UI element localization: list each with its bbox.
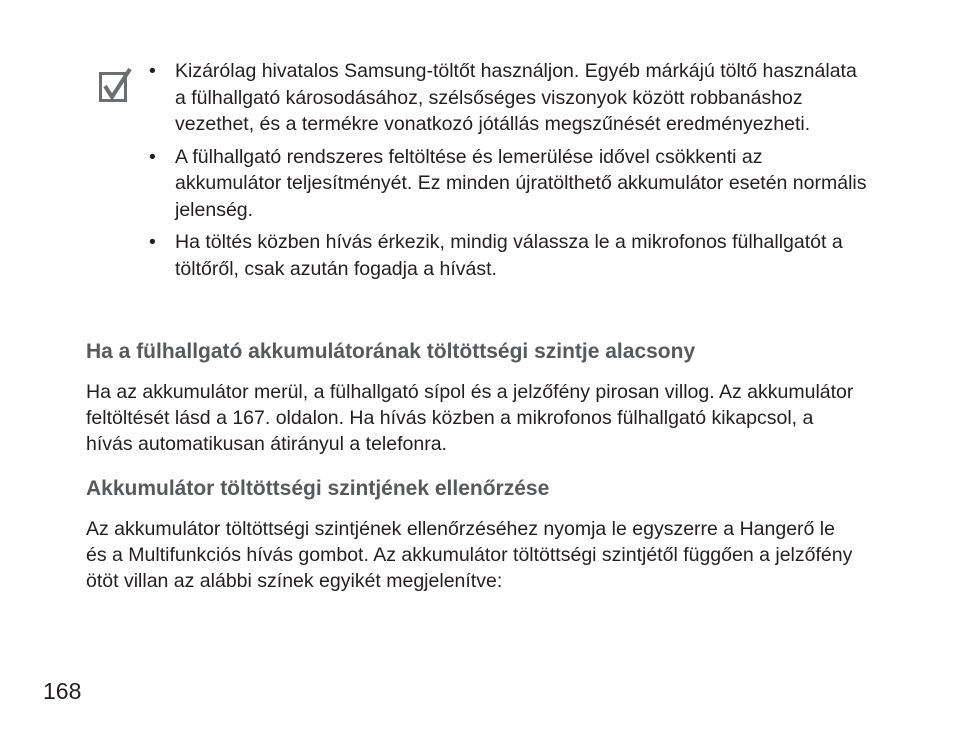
note-item-text: Kizárólag hivatalos Samsung-töltőt használjon. Egyéb márkájú töltő használata a fülhallgató károsodásához, szélsőséges viszonyok között robbanáshoz vezethet, és a termékre vonatkozó jótállás megszűnését eredményezheti. xyxy=(175,60,857,135)
note-item-text: A fülhallgató rendszeres feltöltése és lemerülése idővel csökkenti az akkumulátor teljesítményét. Ez minden újratölthető akkumulátor esetén normális jelenség. xyxy=(175,145,867,221)
note-bullet-list xyxy=(147,58,867,288)
bullet-dot: • xyxy=(149,231,156,253)
bullet-dot: • xyxy=(149,60,156,82)
section-heading-battery-check: Akkumulátor töltöttségi szintjének ellenőrzése xyxy=(86,477,550,500)
section-body-low-battery: Ha az akkumulátor merül, a fülhallgató sípol és a jelzőfény pirosan villog. Az akkumulátor feltöltését lásd a 167. oldalon. Ha hívás közben a mikrofonos fülhallgató kikapcsol, a hívás automatikusan átirányul a telefonra. xyxy=(86,381,854,455)
page-number: 168 xyxy=(43,678,82,704)
list-item xyxy=(147,144,867,224)
note-item-text: Ha töltés közben hívás érkezik, mindig válassza le a mikrofonos fülhallgatót a töltőről, csak azután fogadja a hívást. xyxy=(175,231,843,280)
bullet-dot: • xyxy=(149,145,156,168)
section-heading-low-battery: Ha a fülhallgató akkumulátorának töltöttségi szintje alacsony xyxy=(86,340,696,363)
checkbox-check-icon xyxy=(99,67,133,103)
list-item xyxy=(147,58,867,138)
list-item xyxy=(147,229,867,282)
section-body-battery-check: Az akkumulátor töltöttségi szintjének ellenőrzéséhez nyomja le egyszerre a Hangerő le és a Multifunkciós hívás gombot. Az akkumulátor töltöttségi szintjétől függően a jelzőfény ötöt villan az alábbi színek egyikét megjelenítve: xyxy=(86,518,853,592)
